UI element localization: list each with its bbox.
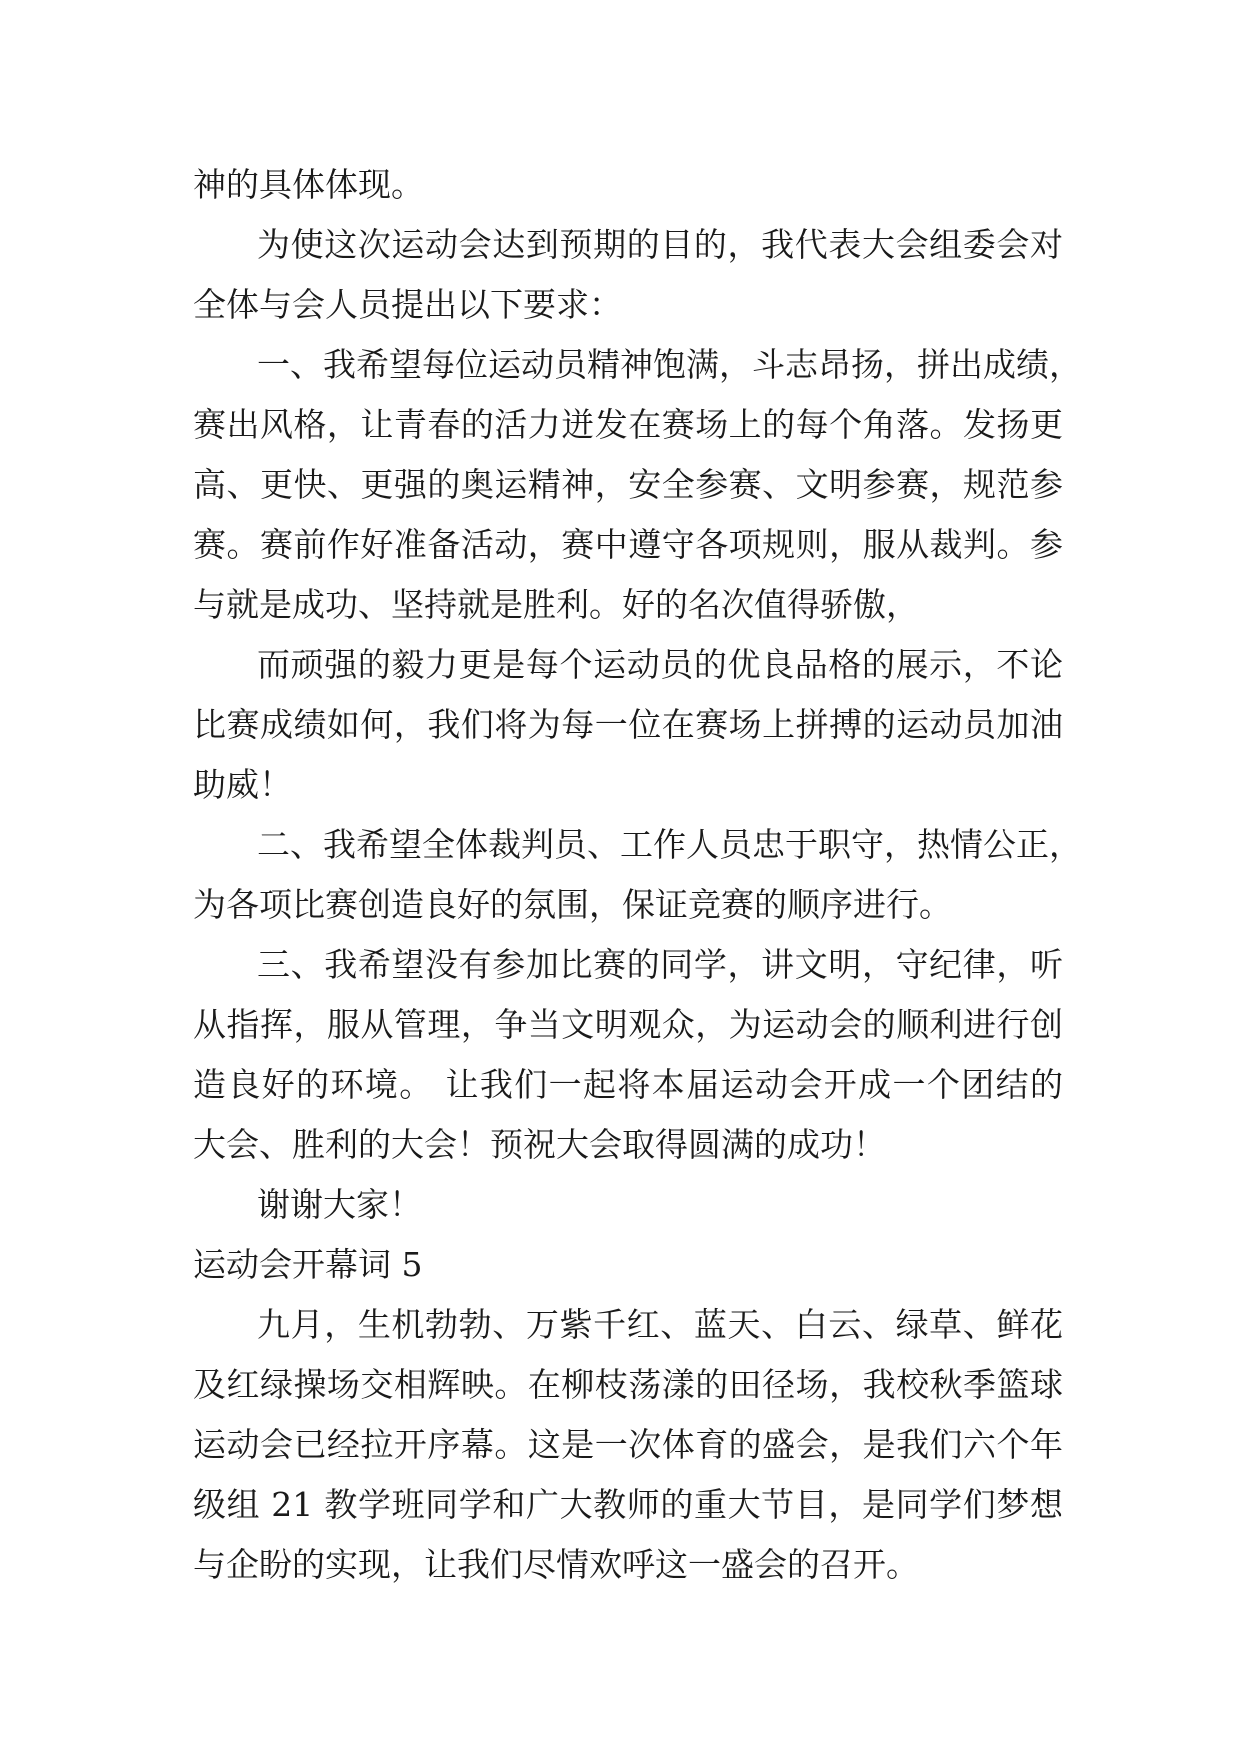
text-line: 造良好的环境。 让我们一起将本届运动会开成一个团结的 [193,1065,1063,1104]
text-line: 全体与会人员提出以下要求： [193,285,622,324]
text-line: 从指挥，服从管理，争当文明观众，为运动会的顺利进行创 [193,1005,1063,1044]
text-line: 高、更快、更强的奥运精神，安全参赛、文明参赛，规范参 [193,465,1063,504]
text-line: 神的具体体现。 [193,165,424,204]
text-line: 运动会已经拉开序幕。这是一次体育的盛会，是我们六个年 [193,1425,1063,1464]
text-line: 九月，生机勃勃、万紫千红、蓝天、白云、绿草、鲜花 [257,1305,1063,1344]
text-line: 大会、胜利的大会！预祝大会取得圆满的成功！ [193,1125,886,1164]
text-line: 及红绿操场交相辉映。在柳枝荡漾的田径场，我校秋季篮球 [193,1365,1063,1404]
text-line: 谢谢大家！ [257,1185,422,1224]
text-line: 一、我希望每位运动员精神饱满，斗志昂扬，拼出成绩， [257,345,1082,384]
text-line: 比赛成绩如何，我们将为每一位在赛场上拼搏的运动员加油 [193,705,1063,744]
text-line: 而顽强的毅力更是每个运动员的优良品格的展示，不论 [257,645,1063,684]
text-line: 为各项比赛创造良好的氛围，保证竞赛的顺序进行。 [193,885,952,924]
text-line: 赛。赛前作好准备活动，赛中遵守各项规则，服从裁判。参 [193,525,1063,564]
text-line: 赛出风格，让青春的活力迸发在赛场上的每个角落。发扬更 [193,405,1063,444]
document-body [193,155,1082,1595]
section-heading: 运动会开幕词 5 [193,1245,423,1284]
text-line: 二、我希望全体裁判员、工作人员忠于职守，热情公正， [257,825,1082,864]
text-line: 级组 21 教学班同学和广大教师的重大节目，是同学们梦想 [193,1485,1063,1524]
text-line: 助威！ [193,765,292,804]
text-line: 与企盼的实现，让我们尽情欢呼这一盛会的召开。 [193,1545,919,1584]
text-line: 三、我希望没有参加比赛的同学，讲文明，守纪律，听 [257,945,1063,984]
text-line: 与就是成功、坚持就是胜利。好的名次值得骄傲， [193,585,919,624]
text-line: 为使这次运动会达到预期的目的，我代表大会组委会对 [257,225,1063,264]
